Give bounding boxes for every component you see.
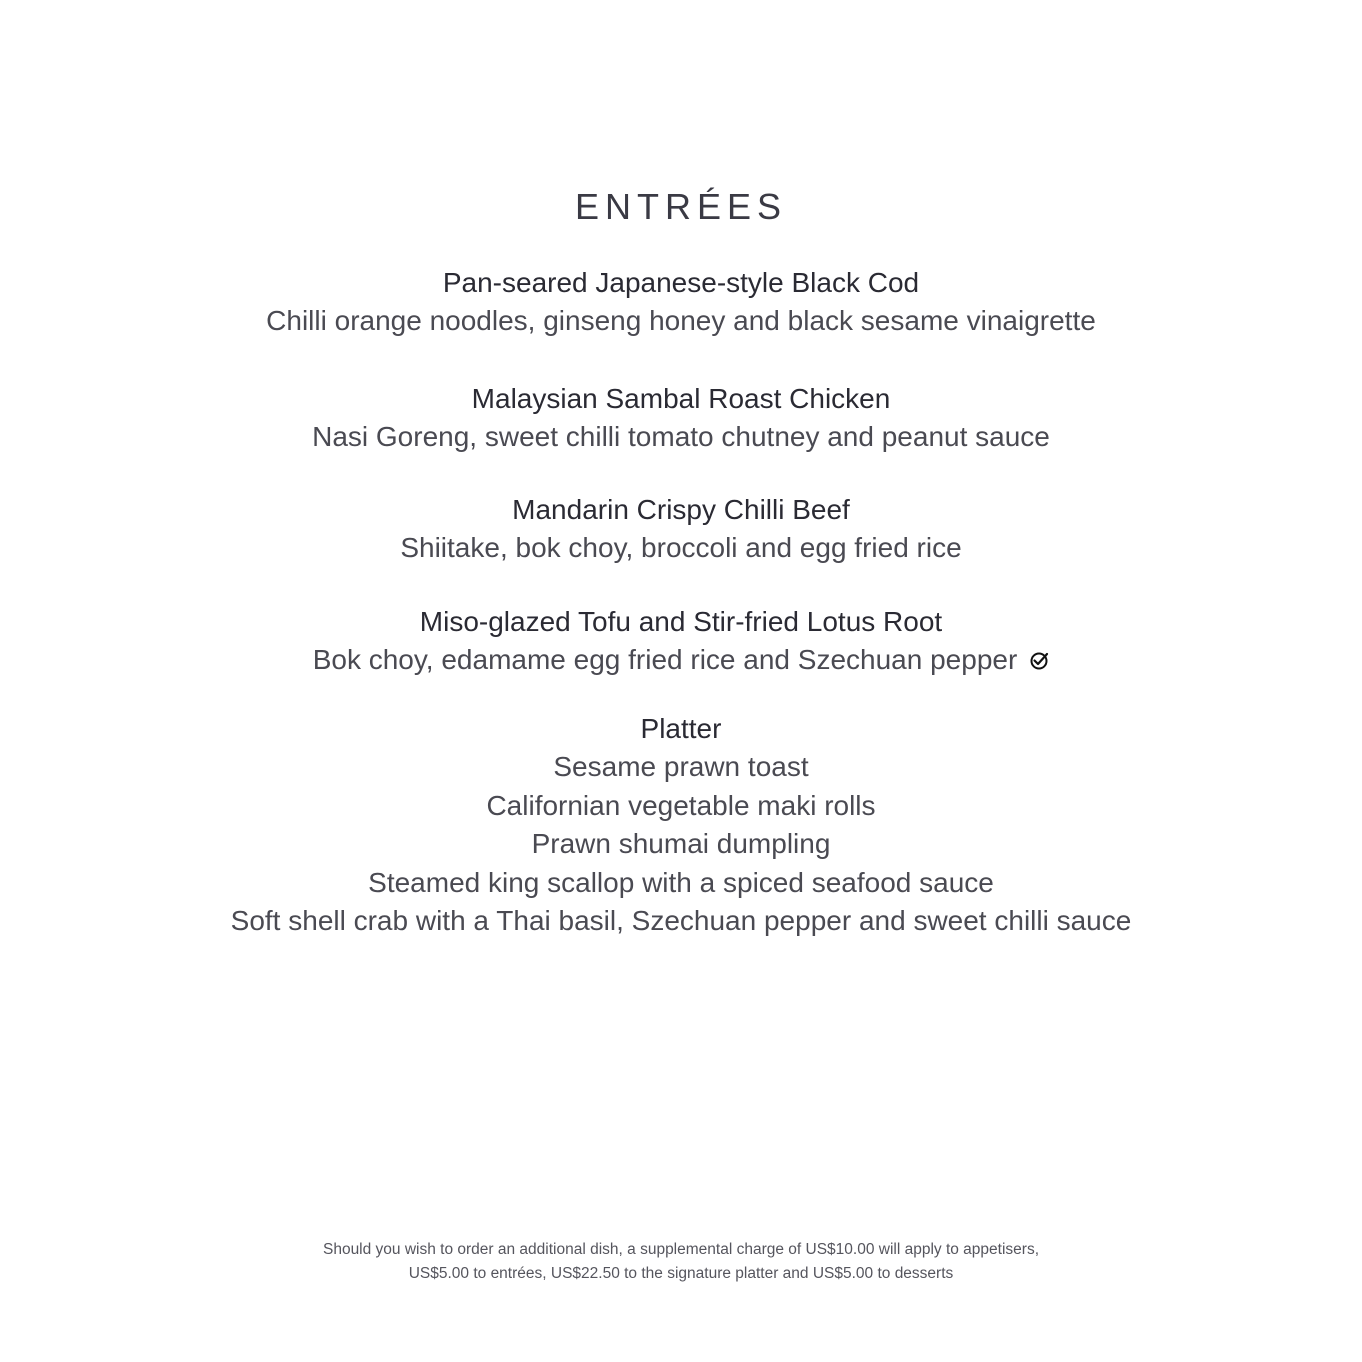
platter-item: Steamed king scallop with a spiced seafood sauce: [368, 866, 994, 898]
dish-name: Mandarin Crispy Chilli Beef: [512, 494, 850, 525]
dish-item-miso-tofu: [0, 603, 1362, 679]
dish-item-chilli-beef: [0, 491, 1362, 567]
platter-item: Soft shell crab with a Thai basil, Szechuan pepper and sweet chilli sauce: [230, 905, 1132, 936]
dish-description: Bok choy, edamame egg fried rice and Szechuan pepper: [312, 644, 1018, 675]
platter-item: Sesame prawn toast: [553, 751, 809, 782]
dish-item-sambal-chicken: [0, 380, 1362, 456]
platter-item: Californian vegetable maki rolls: [486, 789, 876, 821]
platter-section: [0, 710, 1362, 941]
dish-description-row: [0, 641, 1362, 679]
dish-name: Pan-seared Japanese-style Black Cod: [442, 267, 920, 298]
dish-name: Malaysian Sambal Roast Chicken: [471, 383, 891, 414]
platter-title: Platter: [640, 713, 722, 744]
supplement-footnote: [0, 1238, 1362, 1286]
dish-description: Shiitake, bok choy, broccoli and egg fried rice: [400, 532, 962, 563]
vegetarian-icon: [1029, 643, 1049, 663]
footnote-line: Should you wish to order an additional dish, a supplemental charge of US$10.00 will apply to appetisers,: [322, 1241, 1040, 1258]
platter-item: Prawn shumai dumpling: [531, 828, 831, 859]
dish-description: Nasi Goreng, sweet chilli tomato chutney and peanut sauce: [312, 421, 1050, 452]
section-title: ENTRÉES: [574, 186, 788, 227]
footnote-line: US$5.00 to entrées, US$22.50 to the signature platter and US$5.00 to desserts: [408, 1265, 954, 1282]
dish-item-black-cod: [0, 264, 1362, 340]
dish-description: Chilli orange noodles, ginseng honey and black sesame vinaigrette: [266, 305, 1096, 336]
dish-name: Miso-glazed Tofu and Stir-fried Lotus Root: [419, 606, 943, 637]
